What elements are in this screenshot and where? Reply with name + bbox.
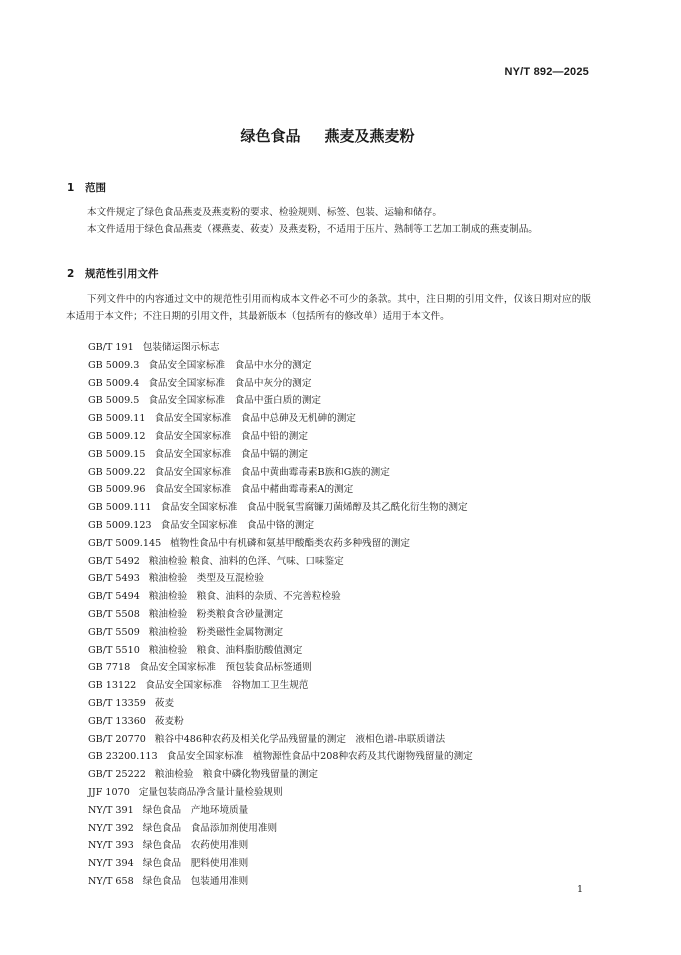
reference-item: [88, 731, 608, 749]
reference-title: 定量包装商品净含量计量检验规则: [138, 786, 283, 798]
document-title: [0, 125, 655, 146]
title-part-2: 燕麦及燕麦粉: [324, 127, 415, 145]
reference-list: [88, 339, 608, 891]
reference-code: GB 5009.22: [88, 466, 146, 478]
reference-item: [88, 535, 608, 553]
reference-item: [88, 748, 608, 766]
reference-code: GB 7718: [88, 662, 131, 674]
reference-code: GB 5009.5: [88, 395, 140, 407]
reference-code: GB 5009.15: [88, 448, 146, 460]
reference-code: GB/T 20770: [88, 733, 146, 745]
reference-title: 食品安全国家标准 食品中总砷及无机砷的测定: [154, 413, 356, 425]
reference-title: 食品安全国家标准 食品中赭曲霉毒素A的测定: [154, 484, 354, 496]
reference-code: NY/T 393: [88, 840, 134, 852]
reference-title: 粮油检验 粮食中磷化物残留量的测定: [154, 769, 319, 781]
reference-item: [88, 410, 608, 428]
reference-title: 食品安全国家标准 食品中黄曲霉毒素B族和G族的测定: [154, 466, 390, 478]
reference-title: 莜麦粉: [154, 715, 184, 727]
reference-item: [88, 855, 608, 873]
reference-code: GB 5009.123: [88, 519, 152, 531]
reference-item: [88, 837, 608, 855]
section-2-number: 2: [67, 268, 75, 280]
reference-title: 粮谷中486种农药及相关化学品残留量的测定 液相色谱-串联质谱法: [154, 733, 446, 745]
reference-item: [88, 464, 608, 482]
reference-item: [88, 375, 608, 393]
reference-item: [88, 588, 608, 606]
reference-item: [88, 695, 608, 713]
reference-title: 粮油检验 粮食、油料脂肪酸值测定: [148, 644, 303, 656]
reference-title: 粮油检验 粮食、油料的色泽、气味、口味鉴定: [148, 555, 344, 567]
reference-title: 粮油检验 粮食、油料的杂质、不完善粒检验: [148, 591, 341, 603]
reference-item: [88, 446, 608, 464]
reference-title: 食品安全国家标准 食品中灰分的测定: [148, 377, 312, 389]
reference-code: NY/T 392: [88, 822, 134, 834]
reference-code: GB 5009.11: [88, 413, 146, 425]
section-2-heading: [67, 266, 159, 281]
reference-title: 食品安全国家标准 食品中蛋白质的测定: [148, 395, 322, 407]
reference-code: GB/T 5493: [88, 573, 140, 585]
document-number: NY/T 892—2025: [504, 66, 589, 78]
section-1-heading: [67, 180, 106, 195]
section-2-intro: 下列文件中的内容通过文中的规范性引用而构成本文件必不可少的条款。其中，注日期的引用文件，仅该日期对应的版本适用于本文件；不注日期的引用文件，其最新版本（包括所有的修改单）适用于本文件。: [66, 294, 591, 322]
reference-code: GB/T 5492: [88, 555, 140, 567]
reference-title: 莜麦: [154, 697, 175, 709]
reference-title: 植物性食品中有机磷和氨基甲酸酯类农药多种残留的测定: [170, 537, 411, 549]
reference-title: 食品安全国家标准 食品中铬的测定: [160, 519, 315, 531]
reference-code: NY/T 391: [88, 804, 134, 816]
section-1-number: 1: [67, 182, 75, 194]
reference-item: [88, 517, 608, 535]
section-1-paragraph-2: 本文件适用于绿色食品燕麦（裸燕麦、莜麦）及燕麦粉，不适用于压片、熟制等工艺加工制成的燕麦制品。: [87, 224, 538, 235]
reference-code: GB/T 5009.145: [88, 537, 162, 549]
title-part-1: 绿色食品: [240, 127, 301, 145]
reference-item: [88, 428, 608, 446]
reference-title: 粮油检验 类型及互混检验: [148, 573, 264, 585]
reference-title: 粮油检验 粉类粮食含砂量测定: [148, 608, 284, 620]
reference-code: GB 5009.96: [88, 484, 146, 496]
reference-code: JJF 1070: [88, 786, 130, 798]
reference-code: GB/T 25222: [88, 769, 146, 781]
reference-code: GB 13122: [88, 680, 137, 692]
reference-item: [88, 677, 608, 695]
reference-code: GB 5009.111: [88, 502, 152, 514]
reference-code: GB 5009.12: [88, 430, 146, 442]
reference-code: GB/T 5509: [88, 626, 140, 638]
reference-code: GB/T 5494: [88, 591, 140, 603]
reference-title: 食品安全国家标准 食品中铅的测定: [154, 430, 308, 442]
reference-title: 食品安全国家标准 预包装食品标签通则: [139, 662, 312, 674]
section-1-title: 范围: [85, 182, 106, 194]
reference-code: GB 5009.3: [88, 359, 140, 371]
reference-item: [88, 570, 608, 588]
reference-item: [88, 873, 608, 891]
reference-item: [88, 606, 608, 624]
reference-code: GB/T 5508: [88, 608, 140, 620]
section-2-title: 规范性引用文件: [85, 268, 159, 280]
reference-code: GB/T 13359: [88, 697, 146, 709]
reference-title: 包装储运图示标志: [142, 342, 220, 353]
reference-title: 绿色食品 食品添加剂使用准则: [142, 822, 278, 834]
page-number: 1: [577, 884, 584, 895]
reference-code: GB/T 191: [88, 342, 134, 353]
reference-title: 绿色食品 肥料使用准则: [142, 858, 249, 870]
reference-item: [88, 784, 608, 802]
reference-code: NY/T 394: [88, 858, 134, 870]
reference-item: [88, 499, 608, 517]
section-1-paragraph-1: 本文件规定了绿色食品燕麦及燕麦粉的要求、检验规则、标签、包装、运输和储存。: [87, 207, 442, 218]
reference-code: GB 23200.113: [88, 751, 158, 763]
reference-item: [88, 357, 608, 375]
reference-item: [88, 392, 608, 410]
reference-item: [88, 553, 608, 571]
reference-title: 食品安全国家标准 食品中镉的测定: [154, 448, 308, 460]
reference-item: [88, 820, 608, 838]
reference-item: [88, 481, 608, 499]
reference-item: [88, 766, 608, 784]
reference-item: [88, 659, 608, 677]
reference-code: GB/T 13360: [88, 715, 146, 727]
reference-code: GB/T 5510: [88, 644, 140, 656]
reference-title: 食品安全国家标准 谷物加工卫生规范: [145, 680, 309, 692]
reference-item: [88, 642, 608, 660]
reference-code: GB 5009.4: [88, 377, 140, 389]
reference-code: NY/T 658: [88, 875, 134, 887]
reference-title: 食品安全国家标准 食品中脱氧雪腐镰刀菌烯醇及其乙酰化衍生物的测定: [160, 502, 468, 514]
reference-title: 粮油检验 粉类磁性金属物测定: [148, 626, 284, 638]
reference-title: 食品安全国家标准 食品中水分的测定: [148, 359, 312, 371]
reference-title: 绿色食品 包装通用准则: [142, 875, 249, 887]
reference-title: 食品安全国家标准 植物源性食品中208种农药及其代谢物残留量的测定: [166, 751, 473, 763]
reference-item: [88, 802, 608, 820]
reference-title: 绿色食品 产地环境质量: [142, 804, 249, 816]
reference-item: [88, 713, 608, 731]
reference-item: [88, 339, 608, 357]
reference-item: [88, 624, 608, 642]
reference-title: 绿色食品 农药使用准则: [142, 840, 249, 852]
